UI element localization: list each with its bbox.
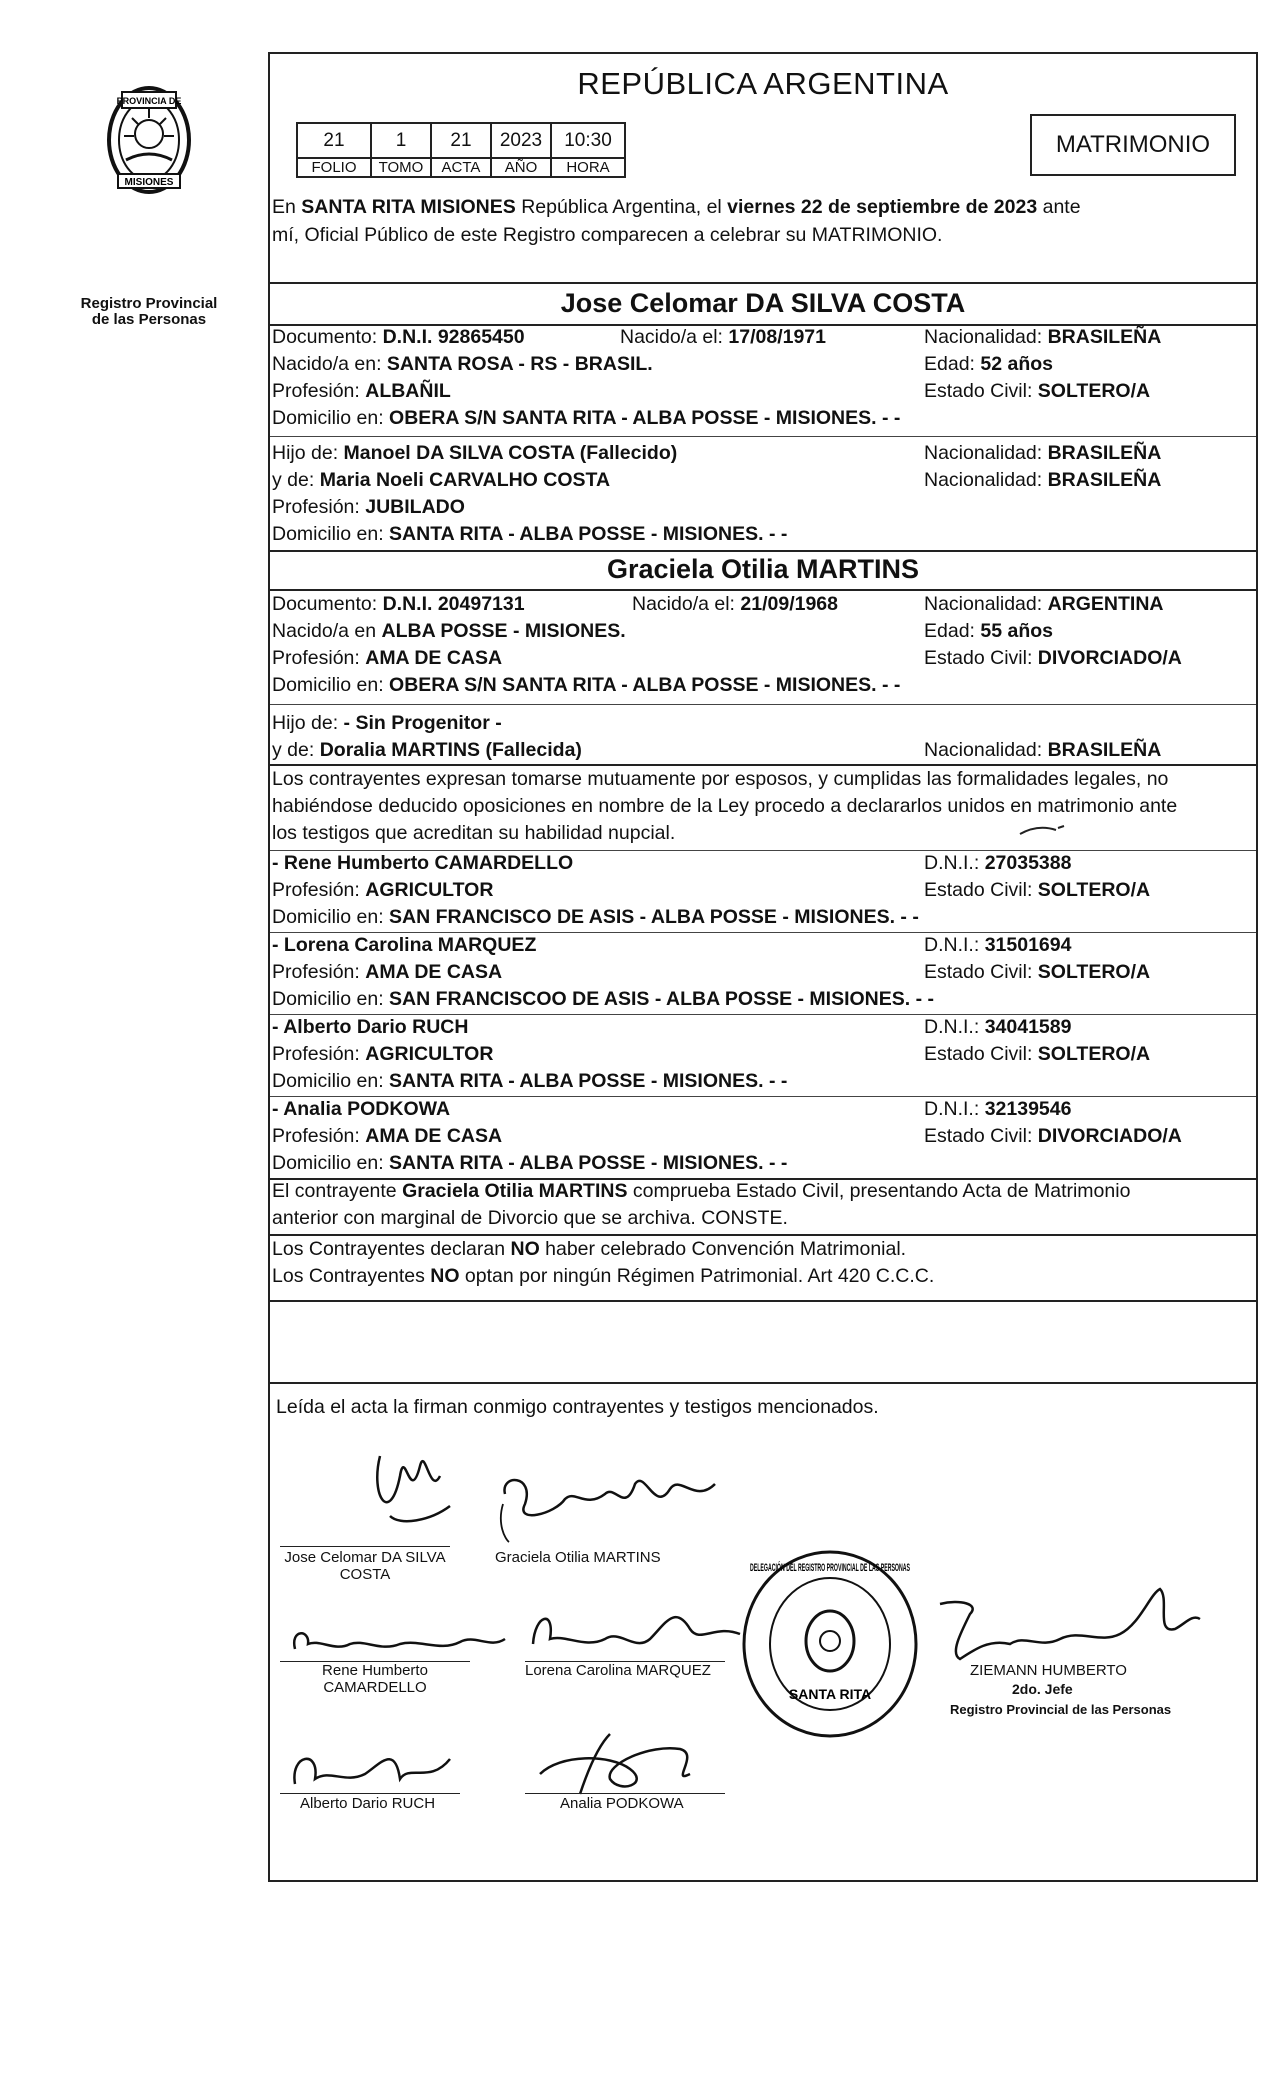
witness1-address: Domicilio en: SAN FRANCISCO DE ASIS - ALBA POSSE - MISIONES. - - — [272, 906, 919, 928]
witness2-dni: D.N.I.: 31501694 — [924, 934, 1072, 956]
emblem-bottom-text: MISIONES — [124, 177, 174, 188]
pen-mark-icon — [1018, 822, 1078, 840]
witness3-dni: D.N.I.: 34041589 — [924, 1016, 1072, 1038]
witness4-name: - Analia PODKOWA — [272, 1098, 451, 1120]
spouse1-civil-status: Estado Civil: SOLTERO/A — [924, 380, 1151, 402]
spouse1-document: Documento: D.N.I. 92865450 — [272, 326, 525, 348]
convention-line-1: Los Contrayentes declaran NO haber celebrado Convención Matrimonial. — [272, 1238, 907, 1260]
signature-caption-jose — [280, 1549, 450, 1583]
official-role: 2do. Jefe — [1012, 1681, 1073, 1697]
declaration-line-1: Los contrayentes expresan tomarse mutuamente por esposos, y cumplidas las formalidades legales, no — [272, 768, 1169, 790]
note-line-2: anterior con marginal de Divorcio que se archiva. CONSTE. — [272, 1207, 788, 1229]
witness3-civil-status: Estado Civil: SOLTERO/A — [924, 1043, 1151, 1065]
closing-statement: Leída el acta la firman conmigo contrayentes y testigos mencionados. — [276, 1396, 879, 1418]
signature-caption-alberto: Alberto Dario RUCH — [300, 1795, 436, 1812]
signature-caption-analia: Analia PODKOWA — [560, 1795, 684, 1812]
spouse2-birthdate: Nacido/a el: 21/09/1968 — [632, 593, 839, 615]
spouse2-mother: y de: Doralia MARTINS (Fallecida) — [272, 739, 582, 761]
seal-inner-text: SANTA RITA — [788, 1686, 872, 1702]
signature-caption-rene — [280, 1662, 470, 1696]
tomo-label: TOMO — [371, 158, 431, 177]
witness2-name: - Lorena Carolina MARQUEZ — [272, 934, 537, 956]
witness2-civil-status: Estado Civil: SOLTERO/A — [924, 961, 1151, 983]
spouse1-mother: y de: Maria Noeli CARVALHO COSTA — [272, 469, 611, 491]
spouse2-document: Documento: D.N.I. 20497131 — [272, 593, 525, 615]
certificate-frame — [268, 52, 1258, 1882]
spouse1-age: Edad: 52 años — [924, 353, 1054, 375]
signature-official-icon — [930, 1584, 1210, 1674]
declaration-line-3: los testigos que acreditan su habilidad nupcial. — [272, 822, 676, 844]
logo-line-1: Registro Provincial — [80, 295, 218, 312]
witness4-civil-status: Estado Civil: DIVORCIADO/A — [924, 1125, 1182, 1147]
signature-graciela-icon — [495, 1464, 735, 1544]
witness4-profession: Profesión: AMA DE CASA — [272, 1125, 503, 1147]
spouse2-civil-status: Estado Civil: DIVORCIADO/A — [924, 647, 1182, 669]
spouse2-profession: Profesión: AMA DE CASA — [272, 647, 503, 669]
spouse1-birthdate: Nacido/a el: 17/08/1971 — [620, 326, 827, 348]
acta-label: ACTA — [431, 158, 491, 177]
spouse2-name: Graciela Otilia MARTINS — [606, 554, 920, 584]
witness4-dni: D.N.I.: 32139546 — [924, 1098, 1072, 1120]
sig-jose-line-1: Jose Celomar DA SILVA — [284, 1549, 446, 1566]
witness4-address: Domicilio en: SANTA RITA - ALBA POSSE - MISIONES. - - — [272, 1152, 788, 1174]
witness1-dni: D.N.I.: 27035388 — [924, 852, 1072, 874]
witness3-name: - Alberto Dario RUCH — [272, 1016, 469, 1038]
sig-rene-line-2: CAMARDELLO — [323, 1679, 427, 1696]
spouse1-address: Domicilio en: OBERA S/N SANTA RITA - ALBA POSSE - MISIONES. - - — [272, 407, 901, 429]
witness1-civil-status: Estado Civil: SOLTERO/A — [924, 879, 1151, 901]
certificate-type-box: MATRIMONIO — [1030, 114, 1236, 176]
hour-label: HORA — [551, 158, 625, 177]
hour-value: 10:30 — [551, 123, 625, 158]
signature-jose-icon — [340, 1436, 460, 1546]
seal-outer-text: DELEGACIÓN DEL REGISTRO PROVINCIAL DE LAS PERSONAS — [750, 1562, 1088, 1574]
spouse1-birthplace: Nacido/a en: SANTA ROSA - RS - BRASIL. — [272, 353, 653, 375]
sig-jose-line-2: COSTA — [339, 1566, 391, 1583]
signature-lorena-icon — [525, 1594, 745, 1664]
spouse1-profession: Profesión: ALBAÑIL — [272, 380, 451, 402]
convention-line-2: Los Contrayentes NO optan por ningún Régimen Patrimonial. Art 420 C.C.C. — [272, 1265, 935, 1287]
acta-value: 21 — [431, 123, 491, 158]
intro-line-1: En SANTA RITA MISIONES República Argentina, el viernes 22 de septiembre de 2023 ante — [272, 196, 1081, 218]
spouse2-nationality: Nacionalidad: ARGENTINA — [924, 593, 1164, 615]
folio-value: 21 — [297, 123, 371, 158]
logo-caption — [74, 296, 224, 328]
signature-analia-icon — [520, 1724, 740, 1804]
witness1-name: - Rene Humberto CAMARDELLO — [272, 852, 574, 874]
page-title: REPÚBLICA ARGENTINA — [577, 66, 949, 101]
spouse1-nationality: Nacionalidad: BRASILEÑA — [924, 326, 1162, 348]
spouse1-parents-address: Domicilio en: SANTA RITA - ALBA POSSE - MISIONES. - - — [272, 523, 788, 545]
spouse2-mother-nationality: Nacionalidad: BRASILEÑA — [924, 739, 1162, 761]
witness1-profession: Profesión: AGRICULTOR — [272, 879, 494, 901]
witness2-address: Domicilio en: SAN FRANCISCOO DE ASIS - ALBA POSSE - MISIONES. - - — [272, 988, 934, 1010]
spouse1-parents-profession: Profesión: JUBILADO — [272, 496, 465, 518]
official-organization: Registro Provincial de las Personas — [950, 1702, 1172, 1717]
spouse1-name: Jose Celomar DA SILVA COSTA — [560, 288, 966, 318]
signature-rene-icon — [280, 1614, 510, 1664]
spouse2-birthplace: Nacido/a en ALBA POSSE - MISIONES. — [272, 620, 626, 642]
tomo-value: 1 — [371, 123, 431, 158]
sig-rene-line-1: Rene Humberto — [322, 1662, 428, 1679]
folio-label: FOLIO — [297, 158, 371, 177]
signature-caption-lorena: Lorena Carolina MARQUEZ — [525, 1662, 711, 1679]
intro-line-2: mí, Oficial Público de este Registro comparecen a celebrar su MATRIMONIO. — [272, 224, 943, 246]
spouse2-age: Edad: 55 años — [924, 620, 1054, 642]
witness2-profession: Profesión: AMA DE CASA — [272, 961, 503, 983]
witness3-profession: Profesión: AGRICULTOR — [272, 1043, 494, 1065]
year-value: 2023 — [491, 123, 551, 158]
emblem-top-text: PROVINCIA DE — [116, 96, 182, 106]
province-emblem-icon — [102, 78, 196, 198]
spouse2-father: Hijo de: - Sin Progenitor - — [272, 712, 502, 734]
signature-caption-graciela: Graciela Otilia MARTINS — [495, 1549, 661, 1566]
official-name: ZIEMANN HUMBERTO — [970, 1662, 1127, 1679]
spouse2-address: Domicilio en: OBERA S/N SANTA RITA - ALBA POSSE - MISIONES. - - — [272, 674, 901, 696]
registry-numbers-table — [296, 122, 626, 178]
signature-alberto-icon — [280, 1734, 480, 1794]
note-line-1: El contrayente Graciela Otilia MARTINS comprueba Estado Civil, presentando Acta de Matrimonio — [272, 1180, 1131, 1202]
spouse1-father-nationality: Nacionalidad: BRASILEÑA — [924, 442, 1162, 464]
declaration-line-2: habiéndose deducido oposiciones en nombre de la Ley procedo a declararlos unidos en matrimonio ante — [272, 795, 1178, 817]
year-label: AÑO — [491, 158, 551, 177]
logo-line-2: de las Personas — [91, 311, 207, 328]
spouse1-mother-nationality: Nacionalidad: BRASILEÑA — [924, 469, 1162, 491]
witness3-address: Domicilio en: SANTA RITA - ALBA POSSE - MISIONES. - - — [272, 1070, 788, 1092]
spouse1-father: Hijo de: Manoel DA SILVA COSTA (Fallecido) — [272, 442, 678, 464]
